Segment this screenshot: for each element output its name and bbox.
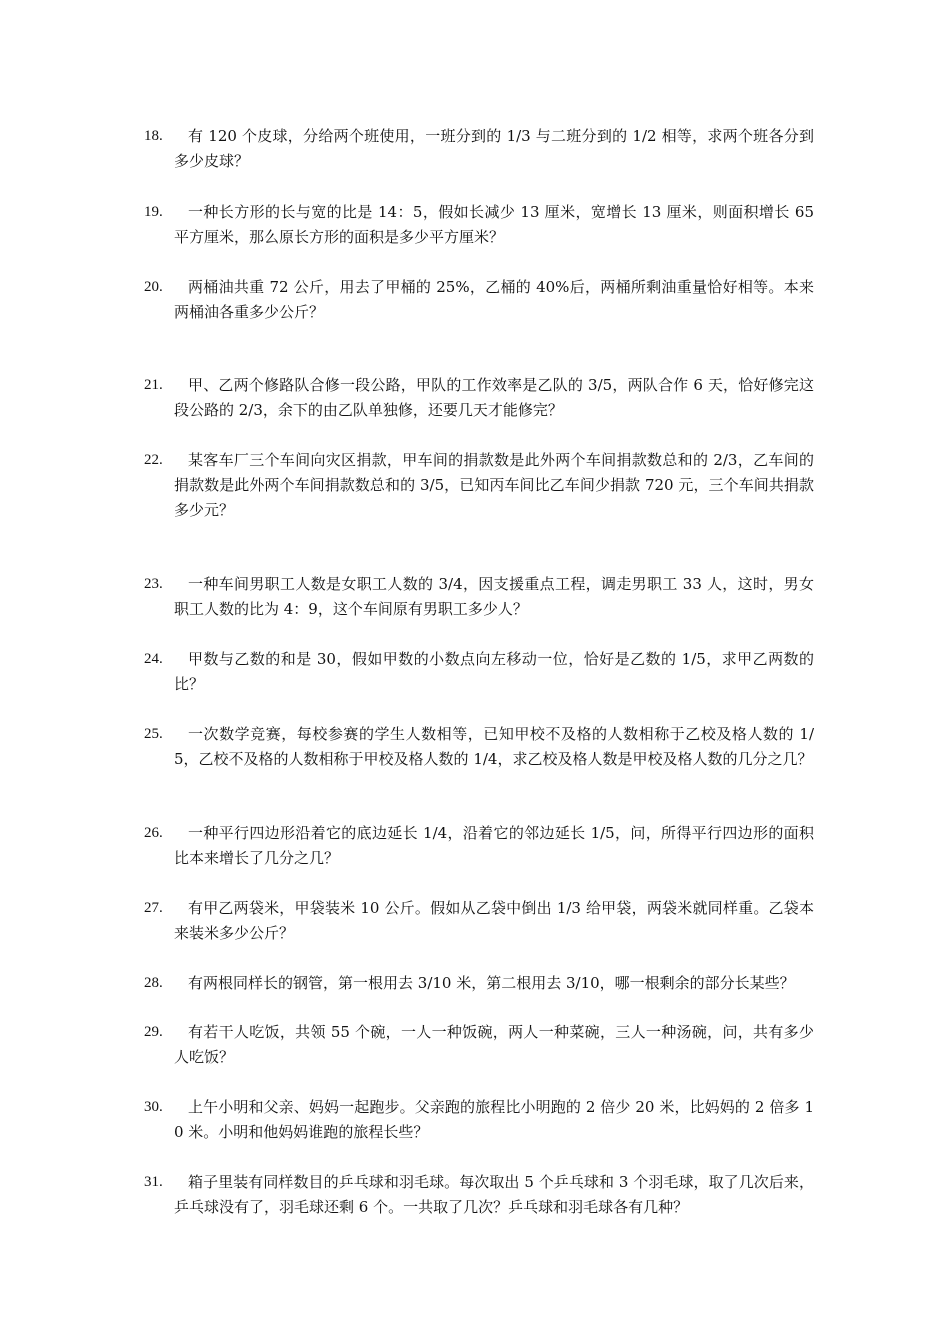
problem-number: 31. bbox=[144, 1174, 163, 1190]
problem-text: 两桶油共重 72 公斤，用去了甲桶的 25%，乙桶的 40%后，两桶所剩油重量恰好相等。本来两桶油各重多少公斤？ bbox=[174, 278, 814, 321]
problem-20 bbox=[144, 275, 814, 325]
problem-number: 24. bbox=[144, 651, 163, 667]
problem-number: 20. bbox=[144, 279, 163, 295]
problem-24 bbox=[144, 647, 814, 697]
problem-text: 箱子里装有同样数目的乒乓球和羽毛球。每次取出 5 个乒乓球和 3 个羽毛球，取了几次后来，乒乓球没有了，羽毛球还剩 6 个。一共取了几次？乒乓球和羽毛球各有几种？ bbox=[174, 1173, 814, 1216]
problem-28 bbox=[144, 971, 814, 996]
problem-number: 25. bbox=[144, 726, 163, 742]
problem-23 bbox=[144, 572, 814, 622]
problem-number: 18. bbox=[144, 128, 163, 144]
problem-text: 有甲乙两袋米，甲袋装米 10 公斤。假如从乙袋中倒出 1/3 给甲袋，两袋米就同样重。乙袋本来装米多少公斤？ bbox=[174, 899, 814, 942]
problem-text: 一种平行四边形沿着它的底边延长 1/4，沿着它的邻边延长 1/5，问，所得平行四边形的面积比本来增长了几分之几？ bbox=[174, 824, 814, 867]
problem-text: 一次数学竞赛，每校参赛的学生人数相等，已知甲校不及格的人数相称于乙校及格人数的 1/5，乙校不及格的人数相称于甲校及格人数的 1/4，求乙校及格人数是甲校及格人数的几分之几？ bbox=[174, 725, 814, 768]
problem-number: 22. bbox=[144, 452, 163, 468]
problem-number: 27. bbox=[144, 900, 163, 916]
problem-number: 19. bbox=[144, 204, 163, 220]
problem-30 bbox=[144, 1095, 814, 1145]
problem-number: 26. bbox=[144, 825, 163, 841]
problem-22 bbox=[144, 448, 814, 523]
problem-number: 21. bbox=[144, 377, 163, 393]
problem-29 bbox=[144, 1020, 814, 1070]
problem-19 bbox=[144, 200, 814, 250]
problem-number: 30. bbox=[144, 1099, 163, 1115]
problem-21 bbox=[144, 373, 814, 423]
problem-number: 23. bbox=[144, 576, 163, 592]
problem-text: 有若干人吃饭，共领 55 个碗，一人一种饭碗，两人一种菜碗，三人一种汤碗，问，共有多少人吃饭？ bbox=[174, 1023, 814, 1066]
problem-text: 一种长方形的长与宽的比是 14：5，假如长减少 13 厘米，宽增长 13 厘米，则面积增长 65 平方厘米，那么原长方形的面积是多少平方厘米？ bbox=[174, 203, 814, 246]
problem-26 bbox=[144, 821, 814, 871]
problem-text: 甲数与乙数的和是 30，假如甲数的小数点向左移动一位，恰好是乙数的 1/5，求甲乙两数的比？ bbox=[174, 650, 814, 693]
problem-text: 上午小明和父亲、妈妈一起跑步。父亲跑的旅程比小明跑的 2 倍少 20 米，比妈妈的 2 倍多 10 米。小明和他妈妈谁跑的旅程长些？ bbox=[174, 1098, 814, 1141]
problem-text: 甲、乙两个修路队合修一段公路，甲队的工作效率是乙队的 3/5，两队合作 6 天，恰好修完这段公路的 2/3，余下的由乙队单独修，还要几天才能修完？ bbox=[174, 376, 814, 419]
problem-text: 一种车间男职工人数是女职工人数的 3/4，因支援重点工程，调走男职工 33 人，这时，男女职工人数的比为 4：9，这个车间原有男职工多少人？ bbox=[174, 575, 814, 618]
problem-31 bbox=[144, 1170, 814, 1220]
problem-text: 某客车厂三个车间向灾区捐款，甲车间的捐款数是此外两个车间捐款数总和的 2/3，乙车间的捐款数是此外两个车间捐款数总和的 3/5，已知丙车间比乙车间少捐款 720 元，三个车间共捐款多少元？ bbox=[174, 451, 814, 519]
problem-text: 有 120 个皮球，分给两个班使用，一班分到的 1/3 与二班分到的 1/2 相等，求两个班各分到多少皮球？ bbox=[174, 127, 814, 170]
problem-number: 28. bbox=[144, 975, 163, 991]
problem-text: 有两根同样长的钢管，第一根用去 3/10 米，第二根用去 3/10，哪一根剩余的部分长某些？ bbox=[188, 974, 795, 992]
problem-number: 29. bbox=[144, 1024, 163, 1040]
problem-18 bbox=[144, 124, 814, 174]
problem-27 bbox=[144, 896, 814, 946]
problem-25 bbox=[144, 722, 814, 772]
